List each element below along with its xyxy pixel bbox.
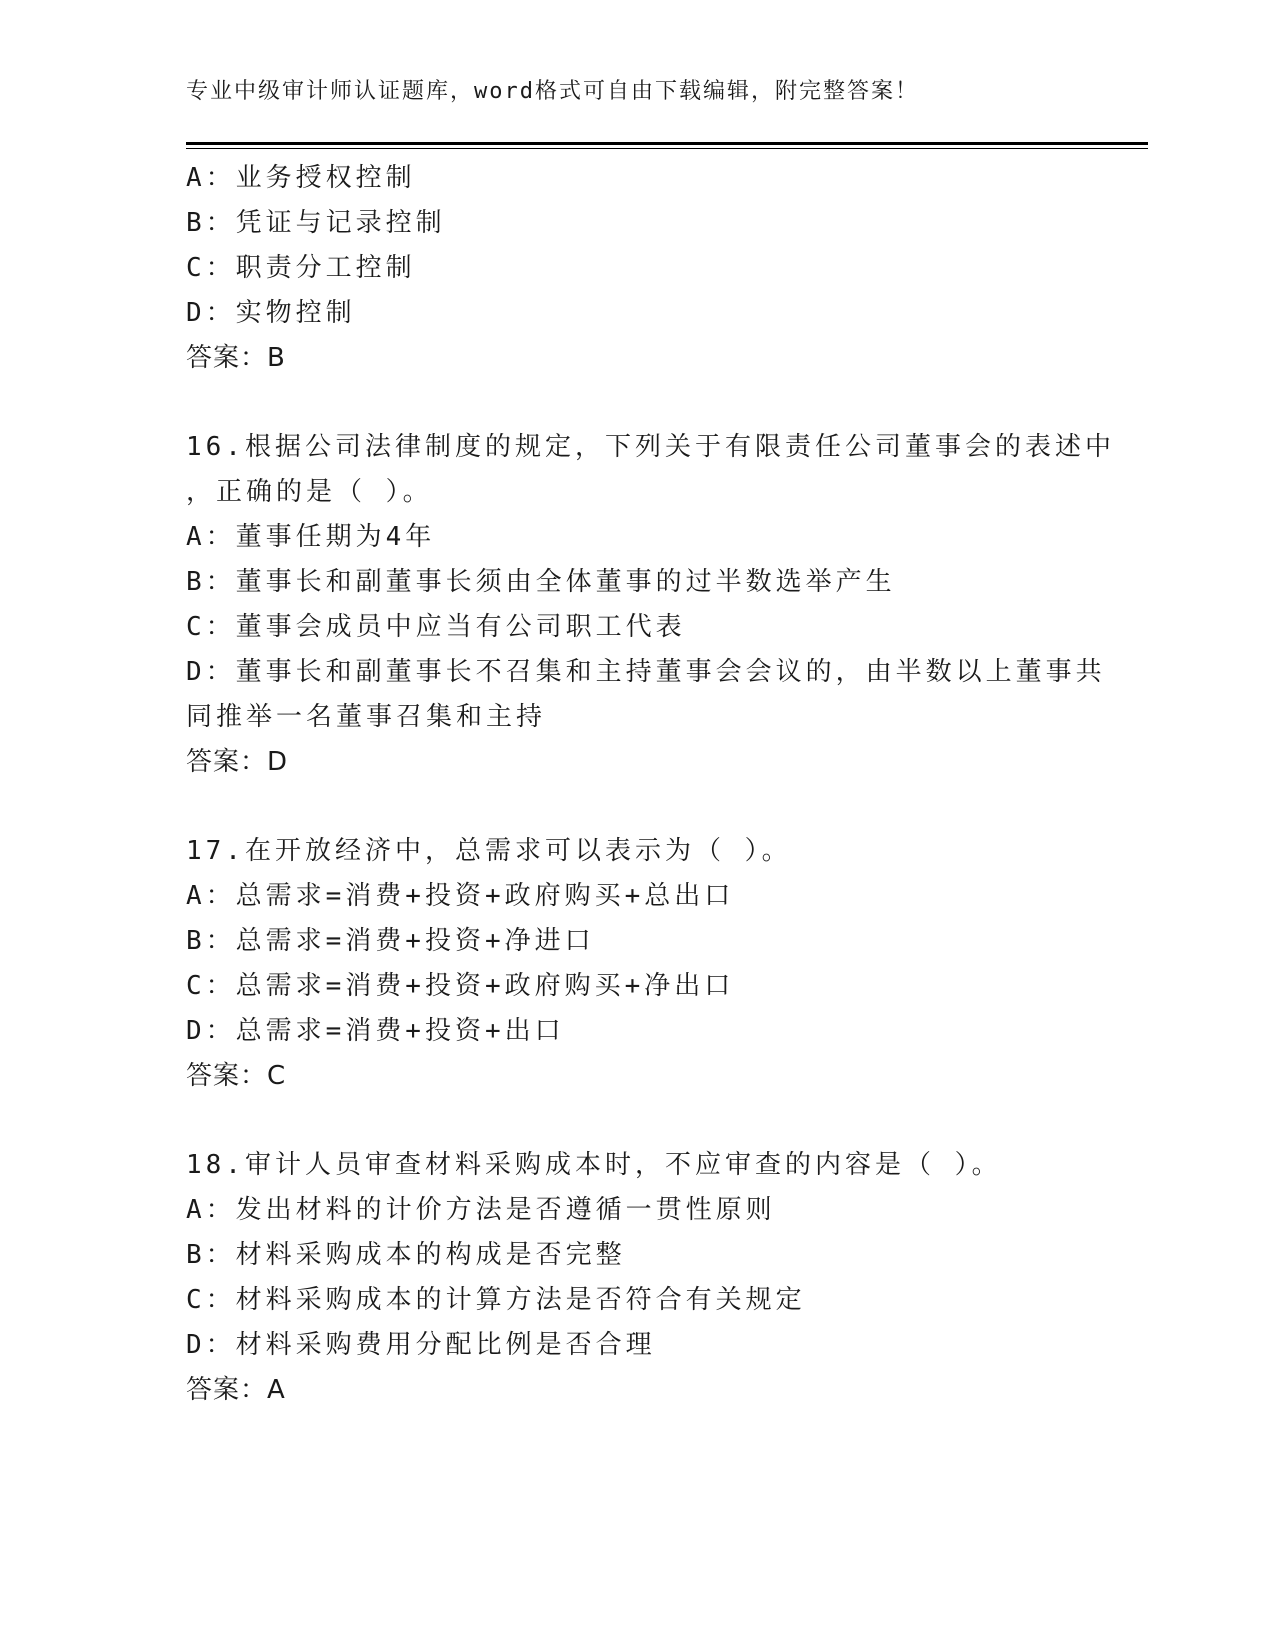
question-stem: 17.在开放经济中，总需求可以表示为（ ）。 — [186, 836, 792, 866]
option-d-continued: 同推举一名董事召集和主持 — [186, 702, 547, 732]
question-stem: 18.审计人员审查材料采购成本时，不应审查的内容是（ ）。 — [186, 1150, 1002, 1180]
question-stem-continued: ，正确的是（ ）。 — [186, 477, 433, 507]
option-b: B：董事长和副董事长须由全体董事的过半数选举产生 — [186, 567, 896, 597]
question-block — [186, 156, 1086, 381]
header-rule-thick — [186, 142, 1148, 145]
option-d: D：材料采购费用分配比例是否合理 — [186, 1330, 656, 1360]
spacer — [186, 1099, 1086, 1143]
spacer — [186, 381, 1086, 425]
option-b: B：材料采购成本的构成是否完整 — [186, 1240, 626, 1270]
option-a: A：业务授权控制 — [186, 163, 416, 193]
question-stem: 16.根据公司法律制度的规定，下列关于有限责任公司董事会的表述中 — [186, 432, 1115, 462]
option-b: B：凭证与记录控制 — [186, 208, 446, 238]
option-c: C：总需求=消费+投资+政府购买+净出口 — [186, 971, 735, 1001]
option-d: D：董事长和副董事长不召集和主持董事会会议的，由半数以上董事共 — [186, 657, 1106, 687]
option-d: D：实物控制 — [186, 298, 356, 328]
page-header: 专业中级审计师认证题库，word格式可自由下载编辑，附完整答案！ — [186, 79, 919, 104]
question-block — [186, 829, 1086, 1099]
question-block — [186, 425, 1115, 785]
answer-line: 答案：A — [186, 1375, 286, 1405]
answer-line: 答案：D — [186, 747, 289, 777]
option-c: C：材料采购成本的计算方法是否符合有关规定 — [186, 1285, 806, 1315]
spacer — [186, 785, 1086, 829]
header-rule-thin — [186, 148, 1148, 149]
option-a: A：总需求=消费+投资+政府购买+总出口 — [186, 881, 735, 911]
option-b: B：总需求=消费+投资+净进口 — [186, 926, 595, 956]
answer-line: 答案：C — [186, 1061, 287, 1091]
option-a: A：发出材料的计价方法是否遵循一贯性原则 — [186, 1195, 776, 1225]
answer-line: 答案：B — [186, 343, 286, 373]
option-d: D：总需求=消费+投资+出口 — [186, 1016, 565, 1046]
option-c: C：职责分工控制 — [186, 253, 416, 283]
question-block — [186, 1143, 1086, 1413]
question-list — [186, 156, 1115, 1413]
option-a: A：董事任期为4年 — [186, 522, 436, 552]
option-c: C：董事会成员中应当有公司职工代表 — [186, 612, 686, 642]
